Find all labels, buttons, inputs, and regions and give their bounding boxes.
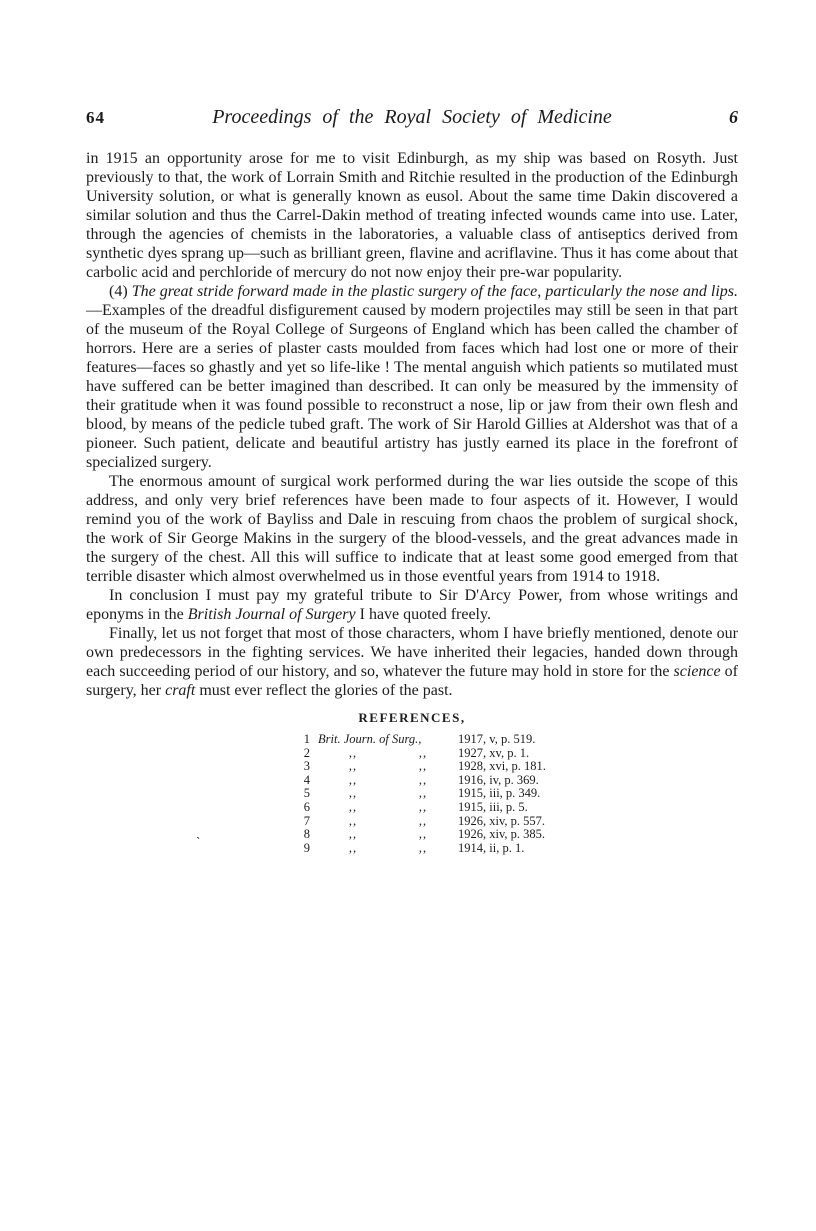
reference-citation: 1926, xiv, p. 385. xyxy=(458,827,546,842)
paragraph-5-text-a: Finally, let us not forget that most of those characters, whom I have briefly mentioned, denote our own predecessors in the fighting services. We have inherited their legacies, handed down through each succeeding period of our history, and so, whatever the future may hold in store for the xyxy=(86,625,738,680)
references-heading: REFERENCES, xyxy=(358,710,466,725)
paragraph-3-text: The enormous amount of surgical work performed during the war lies outside the scope of this address, and only very brief references have been made to four aspects of it. However, I would remind you of the work of Bayliss and Dale in rescuing from chaos the problem of surgical shock, the work of Sir George Makins in the surgery of the blood-vessels, and the great advances made in the surgery of the chest. All this will suffice to indicate that at least some good emerged from that terrible disaster which almost overwhelmed us in those eventful years from 1914 to 1918. xyxy=(86,473,738,585)
paragraph-5 xyxy=(86,624,738,700)
ditto-mark: ,, xyxy=(418,786,428,801)
paragraph-5-text-c: must ever reflect the glories of the past. xyxy=(195,682,453,699)
reference-row xyxy=(296,760,738,774)
reference-citation: 1927, xv, p. 1. xyxy=(458,745,530,760)
article-body xyxy=(86,149,738,700)
journal-name-italic: British Journal of Surgery xyxy=(187,606,356,623)
reference-citation: 1916, iv, p. 369. xyxy=(458,772,539,787)
reference-row xyxy=(296,733,738,747)
paragraph-2-enum: (4) xyxy=(109,283,132,300)
reference-source xyxy=(318,774,458,788)
reference-source xyxy=(318,842,458,856)
reference-number: 3 xyxy=(303,759,310,774)
running-head xyxy=(0,0,816,129)
ditto-mark: ,, xyxy=(418,840,428,855)
paragraph-4 xyxy=(86,586,738,624)
journal-title: Proceedings of the Royal Society of Medicine xyxy=(212,106,612,128)
ditto-mark: ,, xyxy=(348,745,358,760)
reference-row xyxy=(296,815,738,829)
reference-citation: 1914, ii, p. 1. xyxy=(458,840,525,855)
stray-ink-mark: ` xyxy=(196,834,201,849)
paragraph-3 xyxy=(86,472,738,586)
reference-number: 7 xyxy=(303,813,310,828)
reference-source xyxy=(318,760,458,774)
reference-citation: 1926, xiv, p. 557. xyxy=(458,813,546,828)
reference-number: 5 xyxy=(303,786,310,801)
reference-source xyxy=(318,787,458,801)
ditto-mark: ,, xyxy=(348,827,358,842)
reference-row xyxy=(296,787,738,801)
ditto-mark: ,, xyxy=(348,840,358,855)
reference-row xyxy=(296,801,738,815)
reference-number: 9 xyxy=(303,840,310,855)
ditto-mark: ,, xyxy=(418,759,428,774)
references-section xyxy=(86,710,738,855)
reference-row xyxy=(296,828,738,842)
reference-number: 4 xyxy=(303,772,310,787)
ditto-mark: ,, xyxy=(348,759,358,774)
reference-number: 6 xyxy=(303,799,310,814)
ditto-mark: ,, xyxy=(418,772,428,787)
reference-row xyxy=(296,774,738,788)
reference-source xyxy=(318,747,458,761)
ditto-mark: ,, xyxy=(348,813,358,828)
paragraph-2-text: —Examples of the dreadful disfigurement caused by modern projectiles may still be seen in that part of the museum of the Royal College of Surgeons of England which has been called the chamber of horrors. Here are a series of plaster casts moulded from faces which had lost one or more of their features—faces so ghastly and yet so life-like ! The mental anguish which patients so mutilated must have suffered can be better imagined than described. It can only be measured by the immensity of their gratitude when it was found possible to reconstruct a nose, lip or jaw from their own flesh and blood, by means of the pedicle tubed graft. The work of Sir Harold Gillies at Aldershot was that of a pioneer. Such patient, delicate and beautiful artistry has justly earned its place in the forefront of specialized surgery. xyxy=(86,302,738,471)
paragraph-2 xyxy=(86,282,738,472)
reference-number: 1 xyxy=(303,732,310,746)
reference-journal-title: Brit. Journ. of Surg., xyxy=(318,732,422,746)
reference-row xyxy=(296,842,738,856)
craft-italic: craft xyxy=(165,682,196,699)
reference-number: 8 xyxy=(303,827,310,842)
ditto-mark: ,, xyxy=(418,745,428,760)
reference-number: 2 xyxy=(303,745,310,760)
ditto-mark: ,, xyxy=(418,827,428,842)
paragraph-1 xyxy=(86,149,738,282)
paragraph-1-text: in 1915 an opportunity arose for me to visit Edinburgh, as my ship was based on Rosyth. Just previously to that, the work of Lorrain Smith and Ritchie resulted in the production of the Edinburgh University solution, or what is generally known as eusol. About the same time Dakin discovered a similar solution and thus the Carrel-Dakin method of treating infected wounds came into use. Later, through the agencies of chemists in the laboratories, a valuable class of antiseptics derived from synthetic dyes sprang up—such as brilliant green, flavine and acriflavine. Thus it has come about that carbolic acid and perchloride of mercury do not now enjoy their pre-war popularity. xyxy=(86,150,738,281)
reference-citation: 1915, iii, p. 349. xyxy=(458,786,541,801)
reference-source xyxy=(318,733,458,747)
reference-row xyxy=(296,747,738,761)
ditto-mark: ,, xyxy=(348,772,358,787)
ditto-mark: ,, xyxy=(418,813,428,828)
reference-citation: 1917, v, p. 519. xyxy=(458,732,536,746)
reference-citation: 1915, iii, p. 5. xyxy=(458,799,528,814)
paragraph-4-text-a: In conclusion I must pay my grateful tribute to Sir D'Arcy Power, from whose writings and eponyms in the xyxy=(86,587,738,623)
reference-citation: 1928, xvi, p. 181. xyxy=(458,759,546,774)
references-table xyxy=(296,733,738,855)
paragraph-5-text-b: of surgery, her xyxy=(86,663,738,699)
ditto-mark: ,, xyxy=(418,799,428,814)
page-number-right: 6 xyxy=(729,107,738,127)
paragraph-2-heading-italic: The great stride forward made in the plastic surgery of the face, particularly the nose and lips. xyxy=(131,283,738,300)
paragraph-4-text-b: I have quoted freely. xyxy=(355,606,491,623)
page-number-left: 64 xyxy=(86,108,105,127)
reference-source xyxy=(318,828,458,842)
reference-source xyxy=(318,815,458,829)
ditto-mark: ,, xyxy=(348,786,358,801)
science-italic: science xyxy=(673,663,721,680)
ditto-mark: ,, xyxy=(348,799,358,814)
reference-source xyxy=(318,801,458,815)
